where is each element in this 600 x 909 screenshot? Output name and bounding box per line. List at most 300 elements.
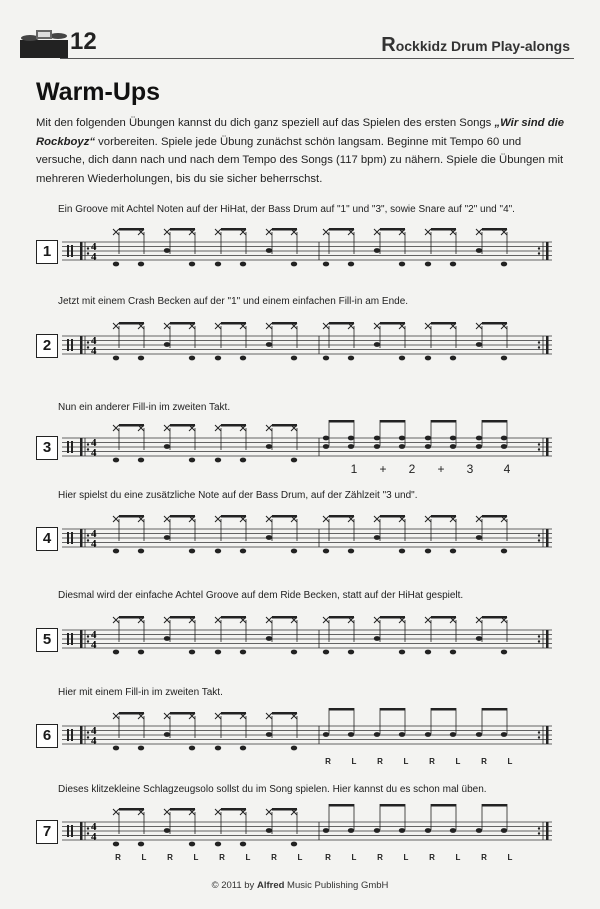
exercise-number: 2 [36, 334, 58, 358]
exercise-number: 6 [36, 724, 58, 748]
cymbal-note [215, 713, 221, 719]
cymbal-note [374, 229, 380, 235]
percussion-clef [67, 339, 69, 351]
bass-note [113, 458, 119, 463]
snare-note [476, 342, 482, 347]
note-beam [431, 515, 456, 518]
snare-note [399, 732, 405, 737]
note-beam [170, 712, 195, 715]
repeat-bar [80, 336, 83, 354]
bass-note [323, 549, 329, 554]
snare-note [266, 535, 272, 540]
note-beam [272, 808, 297, 811]
time-signature-bottom: 4 [91, 538, 97, 550]
bass-note [113, 746, 119, 751]
bass-note [450, 356, 456, 361]
bass-note [138, 549, 144, 554]
note-beam [431, 616, 456, 619]
bass-note [189, 650, 195, 655]
cymbal-note [266, 809, 272, 815]
sticking-label: R [325, 853, 331, 862]
note-beam [119, 616, 144, 619]
note-beam [119, 515, 144, 518]
note-beam [329, 515, 354, 518]
repeat-dot [87, 341, 89, 343]
percussion-clef [67, 825, 69, 837]
bass-note [215, 650, 221, 655]
bass-note [113, 549, 119, 554]
staff-notation [36, 612, 556, 682]
tom-note [348, 436, 354, 441]
repeat-dot [87, 443, 89, 445]
note-beam [482, 616, 507, 619]
bass-note [138, 262, 144, 267]
cymbal-note [266, 425, 272, 431]
sticking-label: R [429, 757, 435, 766]
repeat-dot [87, 827, 89, 829]
note-beam [482, 322, 507, 325]
note-beam [380, 322, 405, 325]
drum-kit-icon [20, 26, 68, 58]
cymbal-note [113, 229, 119, 235]
note-beam [221, 712, 246, 715]
staff-notation [36, 708, 556, 778]
sticking-label: L [507, 853, 513, 862]
note-beam [482, 708, 507, 711]
note-beam [170, 616, 195, 619]
tom-note [450, 436, 456, 441]
repeat-dot [538, 341, 540, 343]
bass-note [189, 746, 195, 751]
repeat-dot [538, 252, 540, 254]
cymbal-note [425, 617, 431, 623]
snare-note [266, 342, 272, 347]
sticking-label: L [455, 853, 461, 862]
percussion-clef [67, 532, 69, 544]
snare-note [374, 732, 380, 737]
snare-note [476, 828, 482, 833]
tom-note [476, 436, 482, 441]
cymbal-note [215, 323, 221, 329]
cymbal-note [113, 617, 119, 623]
cymbal-note [476, 323, 482, 329]
repeat-dot [87, 731, 89, 733]
cymbal-note [215, 229, 221, 235]
bass-note [113, 842, 119, 847]
note-beam [272, 616, 297, 619]
bass-note [240, 356, 246, 361]
cymbal-note [374, 617, 380, 623]
repeat-dot [87, 736, 89, 738]
cymbal-note [323, 617, 329, 623]
snare-note [501, 444, 507, 449]
repeat-bar [546, 438, 549, 456]
repeat-bar [546, 822, 549, 840]
exercise-staff [36, 708, 556, 778]
snare-note [425, 732, 431, 737]
tom-note [425, 436, 431, 441]
bass-note [425, 549, 431, 554]
note-beam [329, 228, 354, 231]
snare-note [450, 828, 456, 833]
bass-note [138, 650, 144, 655]
note-beam [272, 424, 297, 427]
time-signature-bottom: 4 [91, 831, 97, 843]
snare-note [450, 444, 456, 449]
note-beam [482, 515, 507, 518]
sticking-label: R [429, 853, 435, 862]
publisher-rest: Music Publishing GmbH [287, 880, 389, 891]
snare-note [374, 248, 380, 253]
note-beam [431, 804, 456, 807]
bass-note [425, 356, 431, 361]
time-signature-bottom: 4 [91, 735, 97, 747]
time-signature-bottom: 4 [91, 447, 97, 459]
cymbal-note [374, 323, 380, 329]
cymbal-note [113, 809, 119, 815]
time-signature-top: 4 [91, 725, 97, 737]
cymbal-note [323, 229, 329, 235]
sticking-label: L [351, 757, 357, 766]
note-beam [329, 708, 354, 711]
cymbal-note [215, 617, 221, 623]
note-beam [272, 712, 297, 715]
cymbal-note [164, 229, 170, 235]
snare-note [501, 828, 507, 833]
sticking-label: R [271, 853, 277, 862]
snare-note [374, 535, 380, 540]
bass-note [189, 458, 195, 463]
bass-note [240, 746, 246, 751]
cymbal-note [215, 809, 221, 815]
note-beam [272, 322, 297, 325]
note-beam [380, 708, 405, 711]
snare-note [374, 828, 380, 833]
note-beam [482, 804, 507, 807]
cymbal-note [374, 516, 380, 522]
repeat-dot [87, 346, 89, 348]
percussion-clef [71, 339, 73, 351]
percussion-clef [71, 825, 73, 837]
repeat-bar [80, 438, 83, 456]
note-beam [221, 515, 246, 518]
exercise-number: 3 [36, 436, 58, 460]
bass-note [138, 458, 144, 463]
bass-note [323, 356, 329, 361]
bass-note [501, 356, 507, 361]
percussion-clef [71, 245, 73, 257]
snare-note [348, 732, 354, 737]
repeat-bar [80, 822, 83, 840]
cymbal-note [164, 809, 170, 815]
sticking-label: L [141, 853, 147, 862]
time-signature-bottom: 4 [91, 639, 97, 651]
bass-note [215, 746, 221, 751]
cymbal-note [476, 229, 482, 235]
repeat-dot [87, 832, 89, 834]
bass-note [399, 356, 405, 361]
snare-note [348, 828, 354, 833]
sticking-label: L [351, 853, 357, 862]
sticking-label: R [481, 757, 487, 766]
sticking-label: R [481, 853, 487, 862]
bass-note [291, 549, 297, 554]
time-signature-top: 4 [91, 629, 97, 641]
bass-note [450, 650, 456, 655]
repeat-dot [538, 346, 540, 348]
note-beam [221, 808, 246, 811]
cymbal-note [425, 229, 431, 235]
cymbal-note [425, 516, 431, 522]
page-number: 12 [70, 28, 97, 55]
repeat-dot [87, 448, 89, 450]
bass-note [291, 262, 297, 267]
note-beam [170, 322, 195, 325]
snare-note [476, 535, 482, 540]
staff-notation [36, 511, 556, 581]
snare-note [164, 828, 170, 833]
running-title [381, 34, 570, 57]
bass-note [348, 549, 354, 554]
percussion-clef [67, 633, 69, 645]
repeat-bar [80, 242, 83, 260]
cymbal-note [113, 425, 119, 431]
note-beam [329, 616, 354, 619]
copyright-prefix: © 2011 by [211, 880, 255, 891]
cymbal-note [215, 516, 221, 522]
note-beam [380, 228, 405, 231]
running-title-initial: R [381, 34, 396, 56]
repeat-dot [538, 534, 540, 536]
running-title-text: ockkidz Drum Play-alongs [395, 38, 570, 54]
note-beam [119, 228, 144, 231]
sticking-label: L [245, 853, 251, 862]
sticking-label: L [403, 853, 409, 862]
song-title: „Wir sind die Rockboyz“ [36, 117, 565, 148]
exercise-number: 4 [36, 527, 58, 551]
repeat-dot [538, 640, 540, 642]
note-beam [431, 708, 456, 711]
bass-note [425, 262, 431, 267]
exercise-number: 1 [36, 240, 58, 264]
bass-note [240, 650, 246, 655]
snare-note [266, 828, 272, 833]
bass-note [240, 262, 246, 267]
snare-note [476, 248, 482, 253]
note-beam [170, 424, 195, 427]
sticking-label: R [377, 853, 383, 862]
time-signature-top: 4 [91, 528, 97, 540]
bass-note [215, 262, 221, 267]
time-signature-top: 4 [91, 821, 97, 833]
cymbal-note [323, 516, 329, 522]
cymbal-note [266, 229, 272, 235]
repeat-dot [538, 539, 540, 541]
sticking-label: L [193, 853, 199, 862]
cymbal-note [266, 323, 272, 329]
bass-note [399, 262, 405, 267]
note-beam [380, 420, 405, 423]
percussion-clef [71, 729, 73, 741]
cymbal-note [164, 617, 170, 623]
repeat-bar [80, 529, 83, 547]
repeat-dot [538, 635, 540, 637]
percussion-clef [71, 441, 73, 453]
bass-note [501, 262, 507, 267]
snare-note [374, 342, 380, 347]
bass-note [291, 458, 297, 463]
note-beam [431, 228, 456, 231]
time-signature-top: 4 [91, 335, 97, 347]
snare-note [476, 444, 482, 449]
cymbal-note [476, 516, 482, 522]
cymbal-note [113, 713, 119, 719]
exercise-number: 5 [36, 628, 58, 652]
exercise-caption: Dieses klitzekleine Schlagzeugsolo sollst du im Song spielen. Hier kannst du es schon mal üben. [58, 784, 487, 795]
cymbal-note [164, 425, 170, 431]
intro-text-1: Mit den folgenden Übungen kannst du dich ganz speziell auf das Spielen des ersten Songs [36, 117, 495, 129]
bass-note [348, 262, 354, 267]
intro-paragraph [36, 114, 569, 188]
snare-note [164, 342, 170, 347]
bass-note [113, 262, 119, 267]
bass-note [189, 262, 195, 267]
cymbal-note [164, 516, 170, 522]
count-label: 1 [350, 462, 358, 476]
repeat-dot [538, 736, 540, 738]
bass-note [450, 549, 456, 554]
staff-notation [36, 318, 556, 388]
staff-notation [36, 224, 556, 294]
repeat-bar [546, 726, 549, 744]
bass-note [215, 356, 221, 361]
sticking-label: R [167, 853, 173, 862]
snare-note [476, 732, 482, 737]
cymbal-note [266, 713, 272, 719]
exercise-caption: Jetzt mit einem Crash Becken auf der "1" und einem einfachen Fill-in am Ende. [58, 296, 409, 307]
cymbal-note [323, 323, 329, 329]
snare-note [425, 828, 431, 833]
sticking-label: L [455, 757, 461, 766]
cymbal-note [425, 323, 431, 329]
staff-notation [36, 804, 556, 874]
repeat-bar [546, 630, 549, 648]
snare-note [476, 636, 482, 641]
snare-note [374, 444, 380, 449]
note-beam [170, 808, 195, 811]
note-beam [380, 804, 405, 807]
repeat-dot [538, 247, 540, 249]
time-signature-bottom: 4 [91, 251, 97, 263]
note-beam [431, 322, 456, 325]
bass-note [291, 356, 297, 361]
bass-note [323, 262, 329, 267]
note-beam [329, 804, 354, 807]
sticking-label: R [115, 853, 121, 862]
bass-note [291, 746, 297, 751]
bass-note [189, 356, 195, 361]
note-beam [221, 322, 246, 325]
note-beam [329, 322, 354, 325]
snare-note [164, 444, 170, 449]
exercise-caption: Ein Groove mit Achtel Noten auf der HiHat, der Bass Drum auf "1" und "3", sowie Snare auf "2" und "4". [58, 204, 515, 215]
bass-note [215, 842, 221, 847]
exercise-caption: Hier mit einem Fill-in im zweiten Takt. [58, 687, 223, 698]
tom-note [501, 436, 507, 441]
exercise-caption: Diesmal wird der einfache Achtel Groove auf dem Ride Becken, statt auf der HiHat gespielt. [58, 590, 464, 601]
sticking-label: L [297, 853, 303, 862]
time-signature-bottom: 4 [91, 345, 97, 357]
count-label: 2 [408, 462, 416, 476]
bass-note [113, 650, 119, 655]
cymbal-note [164, 713, 170, 719]
time-signature-top: 4 [91, 241, 97, 253]
bass-note [291, 650, 297, 655]
note-beam [119, 808, 144, 811]
bass-note [323, 650, 329, 655]
exercise-caption: Hier spielst du eine zusätzliche Note auf der Bass Drum, auf der Zählzeit "3 und". [58, 490, 418, 501]
bass-note [189, 549, 195, 554]
note-beam [119, 712, 144, 715]
percussion-clef [67, 441, 69, 453]
repeat-bar [546, 242, 549, 260]
bass-note [215, 458, 221, 463]
snare-note [501, 732, 507, 737]
note-beam [119, 424, 144, 427]
snare-note [399, 828, 405, 833]
footer-copyright [0, 880, 600, 891]
repeat-dot [87, 640, 89, 642]
repeat-dot [538, 448, 540, 450]
exercise-caption: Nun ein anderer Fill-in im zweiten Takt. [58, 402, 231, 413]
exercise-staff [36, 511, 556, 581]
repeat-dot [538, 832, 540, 834]
snare-note [164, 535, 170, 540]
snare-note [323, 828, 329, 833]
publisher-brand: Alfred [256, 880, 285, 891]
snare-note [450, 732, 456, 737]
tom-note [374, 436, 380, 441]
note-beam [170, 515, 195, 518]
note-beam [329, 420, 354, 423]
bass-note [138, 746, 144, 751]
bass-note [138, 356, 144, 361]
exercise-staff [36, 420, 556, 490]
bass-note [240, 458, 246, 463]
bass-note [399, 650, 405, 655]
cymbal-note [266, 617, 272, 623]
snare-note [164, 248, 170, 253]
note-beam [272, 228, 297, 231]
snare-note [348, 444, 354, 449]
bass-note [215, 549, 221, 554]
exercise-staff [36, 224, 556, 294]
note-beam [482, 228, 507, 231]
bass-note [501, 650, 507, 655]
bass-note [348, 650, 354, 655]
note-beam [482, 420, 507, 423]
cymbal-note [164, 323, 170, 329]
bass-note [399, 549, 405, 554]
bass-note [240, 549, 246, 554]
bass-note [450, 262, 456, 267]
repeat-dot [87, 534, 89, 536]
repeat-dot [87, 635, 89, 637]
repeat-dot [538, 443, 540, 445]
note-beam [431, 420, 456, 423]
bass-note [113, 356, 119, 361]
snare-note [266, 732, 272, 737]
